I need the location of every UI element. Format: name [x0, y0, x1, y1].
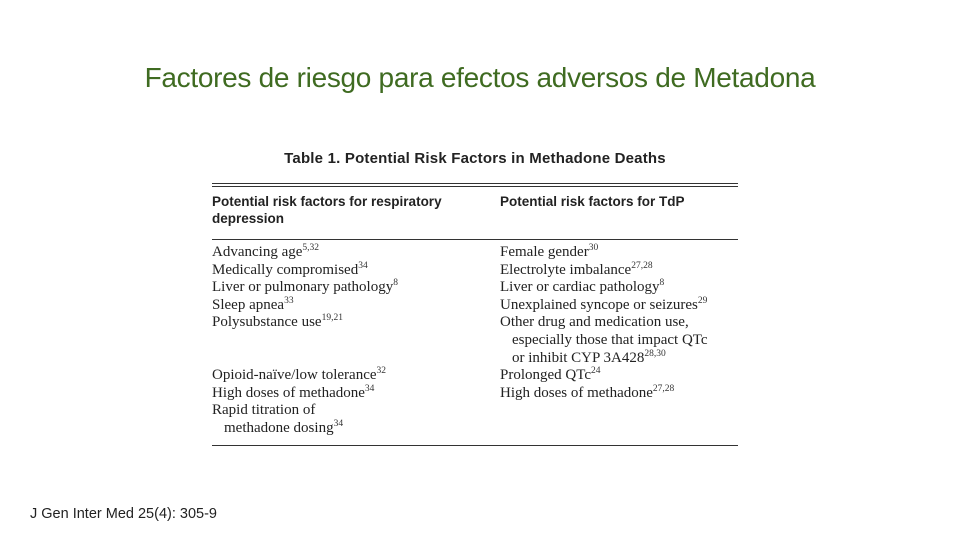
table-cell: Rapid titration of	[212, 402, 316, 419]
table-cell: Advancing age$^{5,32}$	[212, 243, 320, 260]
table-body	[212, 240, 738, 445]
table-cell: Prolonged QTc$^{24}$	[500, 366, 601, 384]
table-cell: Unexplained syncope or seizures$^{29}$	[500, 295, 708, 313]
table-cell: Other drug and medication use,	[500, 314, 689, 331]
table-cell: Electrolyte imbalance$^{27,28}$	[500, 260, 653, 278]
table-caption: Table 1. Potential Risk Factors in Methadone Deaths	[284, 150, 666, 167]
header-respiratory-line1: Potential risk factors for respiratory	[212, 194, 442, 209]
respiratory-factors-column	[212, 244, 500, 437]
table-cell: Polysubstance use$^{19,21}$	[212, 313, 343, 331]
table-cell: Sleep apnea$^{33}$	[212, 295, 294, 313]
table-cell: Medically compromised$^{34}$	[212, 260, 368, 278]
header-tdp: Potential risk factors for TdP	[500, 194, 685, 209]
table-cell: methadone dosing$^{34}$	[224, 418, 344, 436]
table-cell: High doses of methadone$^{34}$	[212, 383, 375, 401]
table-cell: or inhibit CYP 3A428$^{28,30}$	[512, 348, 666, 366]
table-cell: Opioid-naïve/low tolerance$^{32}$	[212, 365, 387, 383]
header-respiratory-line2: depression	[212, 211, 285, 226]
table-cell: Liver or pulmonary pathology$^8$	[212, 278, 398, 296]
table-cell: High doses of methadone$^{27,28}$	[500, 383, 675, 401]
row-gap	[212, 332, 500, 367]
citation: J Gen Inter Med 25(4): 305-9	[30, 506, 217, 522]
tdp-factors-column	[500, 244, 738, 437]
table-cell: Female gender$^{30}$	[500, 243, 599, 260]
slide-title: Factores de riesgo para efectos adversos de Metadona	[144, 62, 816, 93]
table-bottom-rule	[212, 445, 738, 446]
header-respiratory	[212, 193, 500, 227]
table-header-row	[212, 187, 738, 239]
table-cell: Liver or cardiac pathology$^8$	[500, 278, 665, 296]
table-cell: especially those that impact QTc	[512, 331, 708, 348]
risk-factors-table	[212, 150, 738, 446]
